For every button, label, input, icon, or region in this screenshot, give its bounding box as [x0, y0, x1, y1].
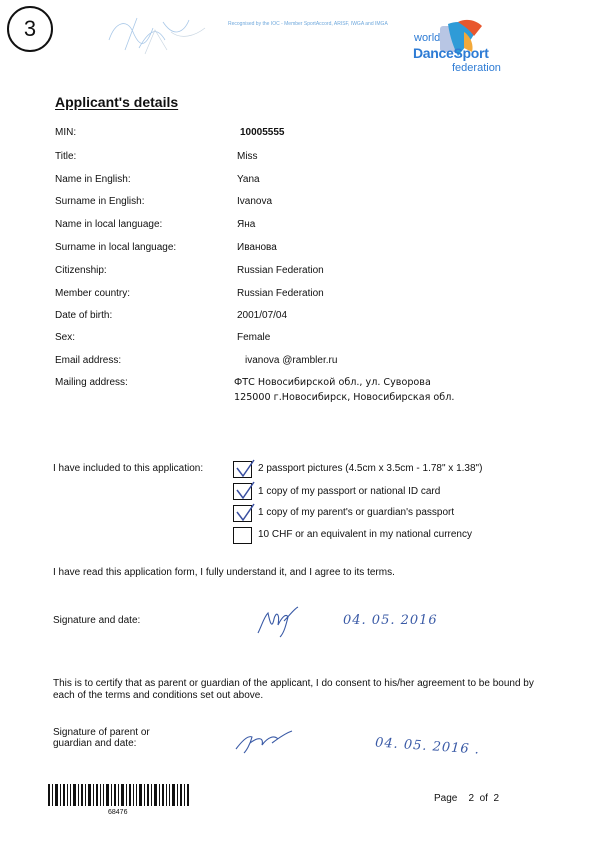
detail-value-sex: Female: [237, 332, 271, 343]
detail-value-name-english: Yana: [237, 174, 260, 185]
checkbox-guardian-passport[interactable]: [233, 505, 252, 522]
detail-label-citizenship: Citizenship:: [55, 265, 107, 276]
checklist-item-passport-pictures: 2 passport pictures (4.5cm x 3.5cm - 1.78" x 1.38"): [258, 463, 483, 474]
detail-label-title: Title:: [55, 151, 77, 162]
header-scribble-mark: [105, 10, 225, 60]
mailing-address-line-2: 125000 г.Новосибирск, Новосибирская обл.: [234, 392, 455, 403]
detail-value-member-country: Russian Federation: [237, 288, 324, 299]
detail-label-date-of-birth: Date of birth:: [55, 310, 113, 321]
guardian-signature-label-line-1: Signature of parent or: [53, 727, 150, 738]
checkbox-passport-pictures[interactable]: [233, 461, 252, 478]
detail-label-mailing: Mailing address:: [55, 377, 128, 388]
detail-label-email: Email address:: [55, 355, 122, 366]
detail-value-surname-local: Иванова: [237, 242, 277, 253]
detail-value-citizenship: Russian Federation: [237, 265, 324, 276]
checkbox-passport-copy[interactable]: [233, 483, 252, 500]
detail-value-title: Miss: [237, 151, 258, 162]
recognition-text: Recognised by the IOC - Member SportAccord, ARISF, IWGA and IMGA: [228, 21, 388, 27]
checklist-item-passport-copy: 1 copy of my passport or national ID card: [258, 486, 441, 497]
detail-value-date-of-birth: 2001/07/04: [237, 310, 288, 321]
agreement-statement: I have read this application form, I fully understand it, and I agree to its terms.: [53, 567, 395, 578]
guardian-signature-date: 04. 05. 2016 .: [374, 735, 481, 758]
detail-value-name-local: Яна: [237, 219, 256, 230]
checkmark-icon: [234, 480, 256, 500]
detail-value-surname-english: Ivanova: [237, 196, 273, 207]
checkbox-fee[interactable]: [233, 527, 252, 544]
detail-label-member-country: Member country:: [55, 288, 131, 299]
detail-label-min: MIN:: [55, 127, 77, 138]
signature-label: Signature and date:: [53, 615, 141, 626]
detail-label-name-local: Name in local language:: [55, 219, 163, 230]
page-indicator-text: Page 2 of 2: [434, 793, 500, 804]
logo-word-federation: federation: [452, 62, 501, 74]
page-number-text: 3: [23, 16, 37, 41]
page-indicator: [434, 793, 499, 804]
detail-label-sex: Sex:: [55, 332, 76, 343]
checkmark-icon: [234, 458, 256, 478]
detail-value-min: 10005555: [240, 127, 285, 138]
guardian-consent-statement: This is to certify that as parent or guardian of the applicant, I do consent to his/her agreement to be bound by each of the terms and conditions set out above.: [53, 678, 534, 701]
checklist-label: I have included to this application:: [53, 463, 204, 474]
detail-label-name-english: Name in English:: [55, 174, 131, 185]
logo-word-dancesport: DanceSport: [413, 45, 489, 61]
section-title: Applicant's details: [55, 94, 179, 110]
checkmark-icon: [234, 502, 256, 522]
barcode-icon: [48, 784, 190, 806]
detail-value-email: ivanova @rambler.ru: [245, 355, 338, 366]
barcode-number: 68476: [108, 809, 128, 816]
detail-label-surname-english: Surname in English:: [55, 196, 145, 207]
page-number-badge: [7, 6, 53, 52]
guardian-signature-label-line-2: guardian and date:: [53, 738, 137, 749]
detail-label-surname-local: Surname in local language:: [55, 242, 177, 253]
applicant-signature-icon: [254, 603, 304, 639]
applicant-signature-date: 04. 05. 2016: [343, 613, 438, 628]
guardian-signature-icon: [232, 727, 296, 757]
mailing-address-line-1: ФТС Новосибирской обл., ул. Суворова: [234, 377, 431, 388]
checklist-item-fee: 10 CHF or an equivalent in my national currency: [258, 529, 472, 540]
checklist-item-guardian-passport: 1 copy of my parent's or guardian's passport: [258, 507, 455, 518]
logo-word-world: world: [414, 32, 441, 44]
